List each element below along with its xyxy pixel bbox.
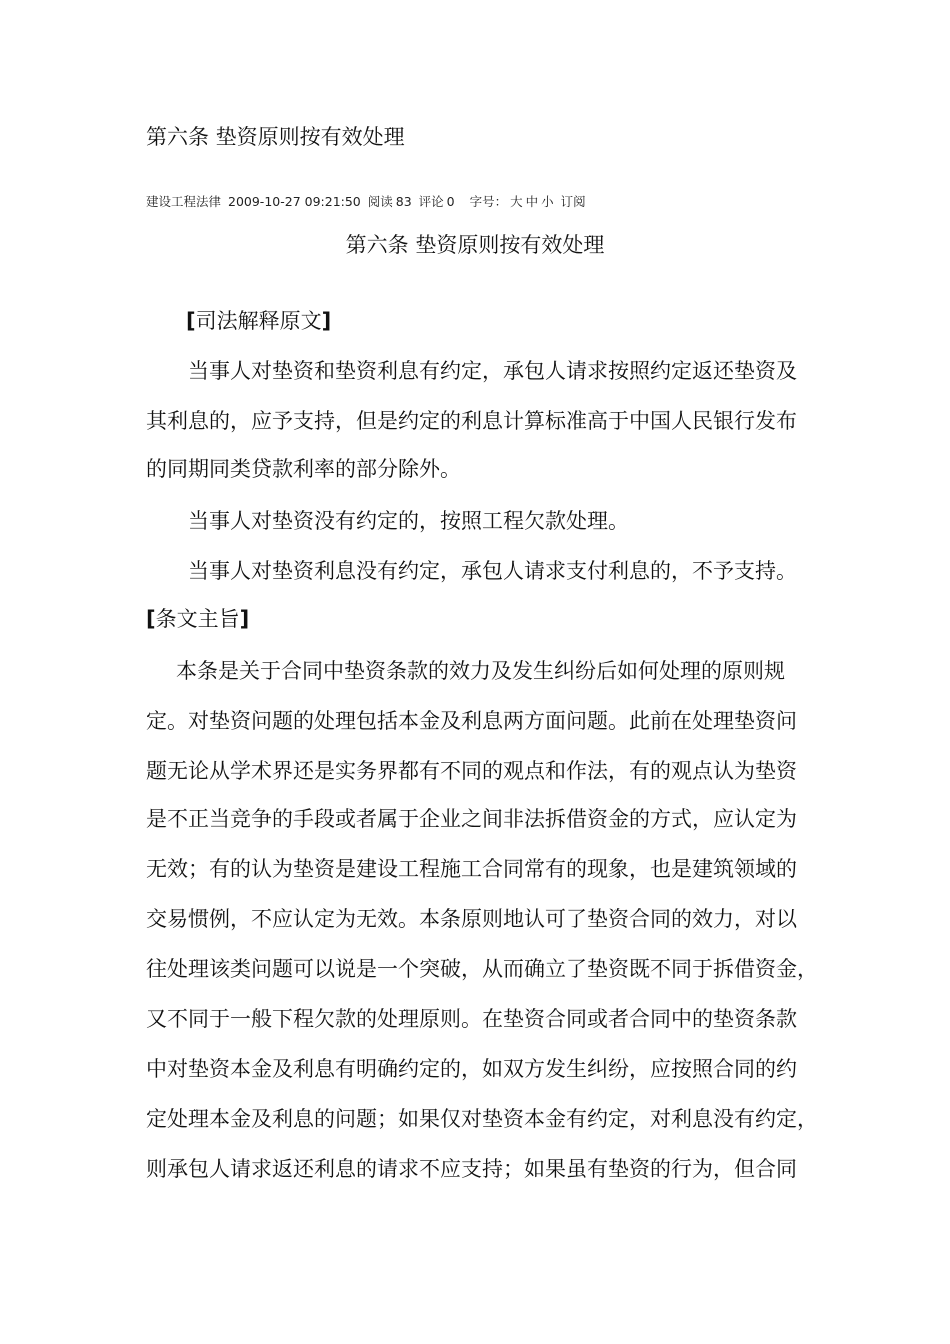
fontsize-large-link[interactable]: 大 xyxy=(510,194,523,209)
subscribe-link[interactable]: 订阅 xyxy=(560,194,586,209)
paragraph-line: 是不正当竞争的手段或者属于企业之间非法拆借资金的方式，应认定为 xyxy=(146,807,797,831)
paragraph-line: 当事人对垫资利息没有约定，承包人请求支付利息的，不予支持。 xyxy=(188,559,797,583)
paragraph-line: 其利息的，应予支持，但是约定的利息计算标准高于中国人民银行发布 xyxy=(146,409,797,433)
paragraph-line: 定处理本金及利息的问题；如果仅对垫资本金有约定，对利息没有约定， xyxy=(146,1107,818,1131)
article-title: 第六条 垫资原则按有效处理 xyxy=(345,233,605,257)
section-heading-text: 司法解释原文 xyxy=(195,309,322,333)
section-heading-original-text xyxy=(186,306,331,336)
paragraph-line: 则承包人请求返还利息的请求不应支持；如果虽有垫资的行为，但合同 xyxy=(146,1157,797,1181)
post-title: 第六条 垫资原则按有效处理 xyxy=(146,125,405,149)
meta-category-link[interactable]: 建设工程法律 xyxy=(146,194,222,209)
meta-fontsize-label: 字号： xyxy=(469,194,508,209)
paragraph-line: 往处理该类问题可以说是一个突破，从而确立了垫资既不同于拆借资金， xyxy=(146,957,818,981)
paragraph-line: 当事人对垫资和垫资利息有约定，承包人请求按照约定返还垫资及 xyxy=(188,359,797,383)
paragraph-line: 交易惯例，不应认定为无效。本条原则地认可了垫资合同的效力，对以 xyxy=(146,907,797,931)
paragraph-line: 当事人对垫资没有约定的，按照工程欠款处理。 xyxy=(188,509,629,533)
fontsize-small-link[interactable]: 小 xyxy=(541,194,554,209)
bracket-open: [ xyxy=(146,607,156,631)
post-meta xyxy=(146,192,589,212)
bracket-open: [ xyxy=(186,309,196,333)
paragraph-line: 定。对垫资问题的处理包括本金及利息两方面问题。此前在处理垫资问 xyxy=(146,709,797,733)
meta-comments-label: 评论 xyxy=(418,194,444,209)
paragraph-line: 的同期同类贷款利率的部分除外。 xyxy=(146,457,461,481)
bracket-close: ] xyxy=(321,309,332,333)
meta-reads-label: 阅读 xyxy=(367,194,393,209)
meta-comments-count: 0 xyxy=(446,194,455,209)
paragraph-line: 本条是关于合同中垫资条款的效力及发生纠纷后如何处理的原则规 xyxy=(176,659,785,683)
meta-datetime: 2009-10-27 09:21:50 xyxy=(228,194,361,209)
bracket-close: ] xyxy=(239,607,250,631)
section-heading-purpose xyxy=(146,604,249,634)
section-heading-text: 条文主旨 xyxy=(155,607,240,631)
paragraph-line: 无效；有的认为垫资是建设工程施工合同常有的现象，也是建筑领域的 xyxy=(146,857,797,881)
paragraph-line: 又不同于一般下程欠款的处理原则。在垫资合同或者合同中的垫资条款 xyxy=(146,1007,797,1031)
paragraph-line: 中对垫资本金及利息有明确约定的，如双方发生纠纷，应按照合同的约 xyxy=(146,1057,797,1081)
fontsize-medium-link[interactable]: 中 xyxy=(525,194,539,209)
paragraph-line: 题无论从学术界还是实务界都有不同的观点和作法，有的观点认为垫资 xyxy=(146,759,797,783)
meta-reads-count: 83 xyxy=(395,194,412,209)
